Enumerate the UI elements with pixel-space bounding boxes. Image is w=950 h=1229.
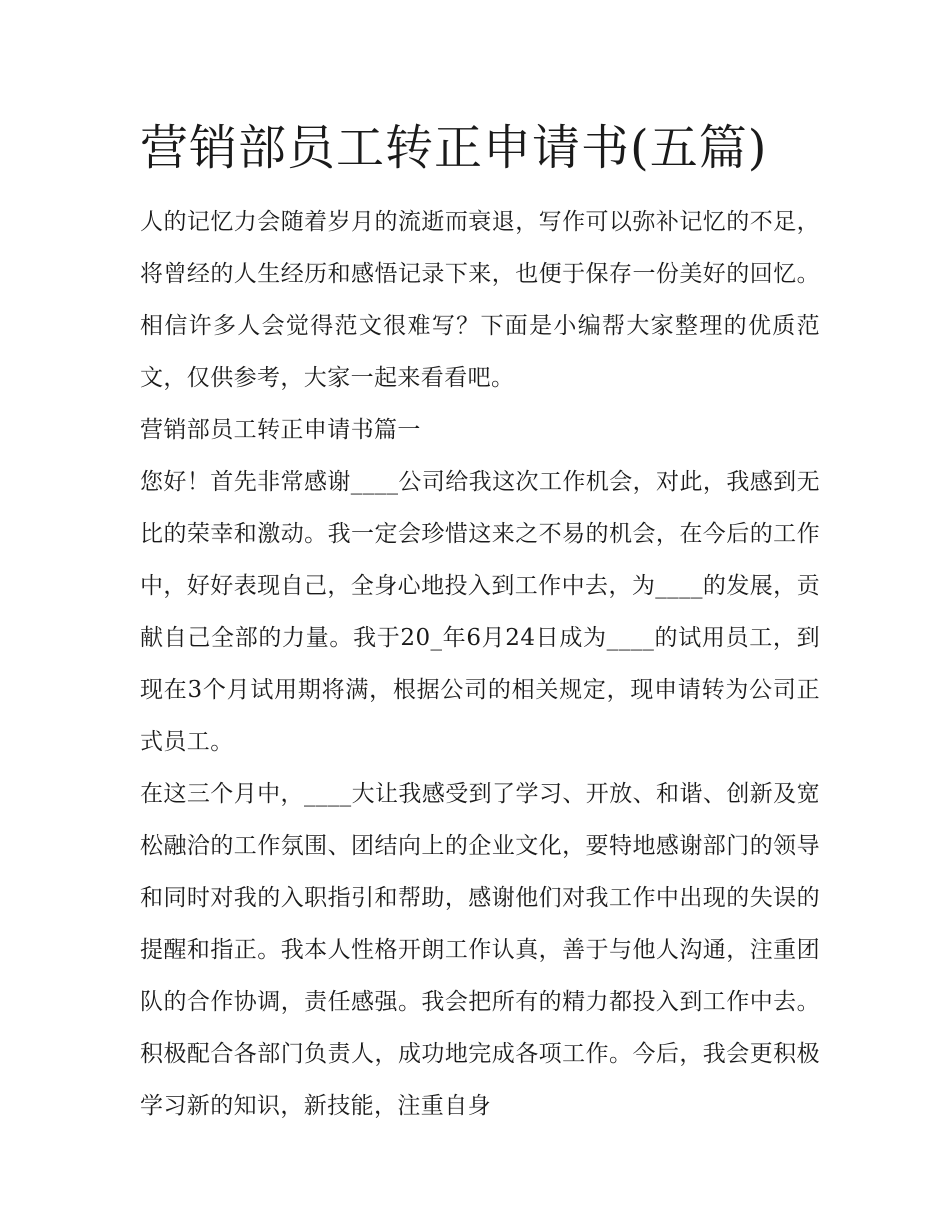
- section-heading: 营销部员工转正申请书篇一: [140, 417, 421, 443]
- body-paragraph-2: 在这三个月中，____大让我感受到了学习、开放、和谐、创新及宽松融洽的工作氛围、团结向上的企业文化，要特地感谢部门的领导和同时对我的入职指引和帮助，感谢他们对我工作中出现的失误的提醒和指正。我本人性格开朗工作认真，善于与他人沟通，注重团队的合作协调，责任感强。我会把所有的精力都投入到工作中去。积极配合各部门负责人，成功地完成各项工作。今后，我会更积极学习新的知识，新技能，注重自身: [140, 781, 820, 1119]
- body-paragraph-1: 您好！首先非常感谢____公司给我这次工作机会，对此，我感到无比的荣幸和激动。我一定会珍惜这来之不易的机会，在今后的工作中，好好表现自己，全身心地投入到工作中去，为____的发展，贡献自己全部的力量。我于20_年6月24日成为____的试用员工，到现在3个月试用期将满，根据公司的相关规定，现申请转为公司正式员工。: [140, 469, 820, 755]
- document-body: [140, 196, 820, 1132]
- intro-paragraph: 人的记忆力会随着岁月的流逝而衰退，写作可以弥补记忆的不足，将曾经的人生经历和感悟记录下来，也便于保存一份美好的回忆。相信许多人会觉得范文很难写？下面是小编帮大家整理的优质范文，仅供参考，大家一起来看看吧。: [140, 209, 820, 391]
- document-title: 营销部员工转正申请书(五篇): [140, 120, 768, 176]
